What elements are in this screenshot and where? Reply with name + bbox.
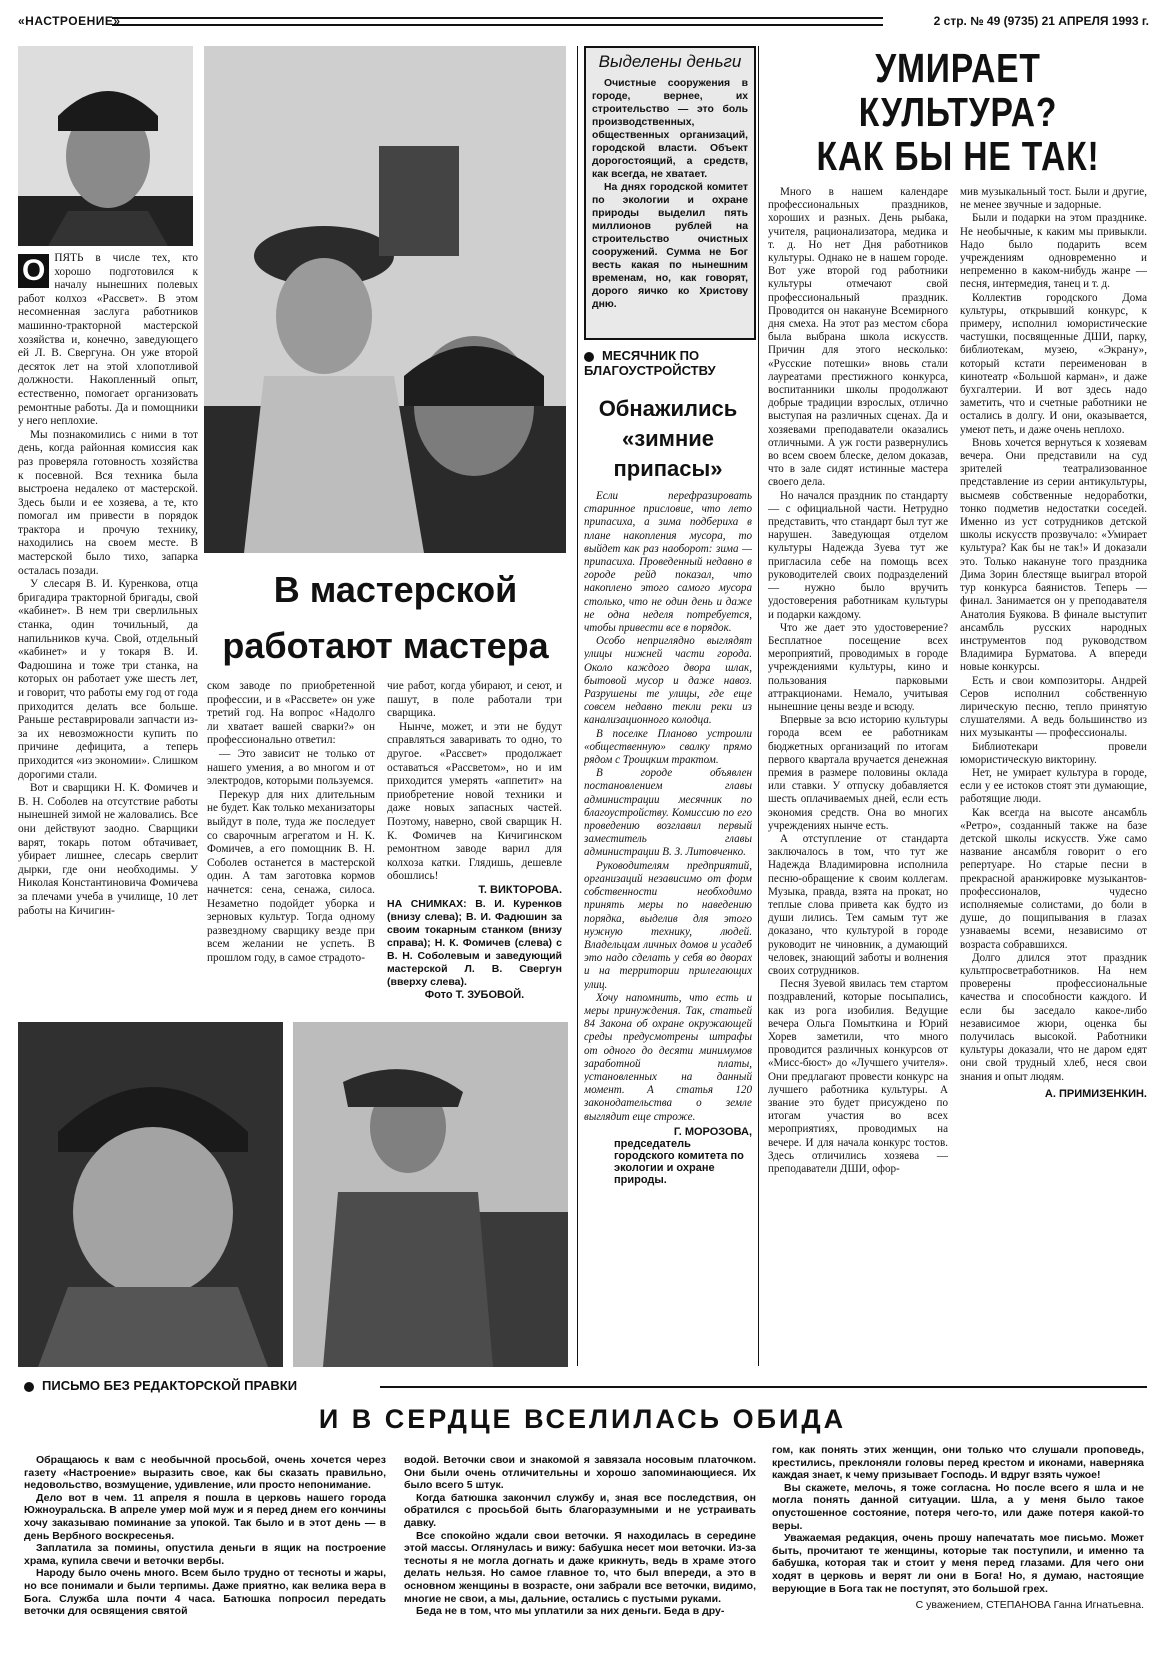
cleanup-author-title: председатель городского комитета по экологии и охране природы.: [614, 1137, 744, 1186]
letter-p6: Когда батюшка закончил службу и, зная все последствия, он обратился с просьбой быть благоразумными и не устраивать давку.: [404, 1491, 756, 1529]
masters-author: Т. ВИКТОРОВА.: [478, 883, 562, 896]
culture-headline-line2: КУЛЬТУРА?: [858, 89, 1058, 135]
masters-col2-p3: Перекур для них длительным не будет. Как только механизаторы выйдут в поле, туда же последует со сварочным агрегатом и Н. К. Фомичев, а его помощник В. Н. Соболев останется в мастерской один. А там заготовка кормов начнется: сена, сенажа, силоса. Незаметно подойдет уборка и зерновых культур. Тогда одному развездному сварщику везде при всем желании не успеть. В прошлом году, в самое страдото-: [207, 788, 375, 964]
column-rule: [577, 46, 578, 1366]
culture-p3: Что же дает это удостоверение? Бесплатное посещение всех мероприятий, проводимых в городе учреждениями культуры, кино и пользования парковыми аттракционами. Немало, учитывая нынешние цены везде и всюду.: [768, 621, 948, 713]
masters-p2: Мы познакомились с ними в тот день, когда районная комиссия как раз проверяла готовность хозяйства к посевной. Вся техника была выстроена недалеко от мастерской. Здесь были и ее хозяева, а те, кто помогал им привести в порядок трактора и прочую технику, находились на своем месте. В мастерской было тихо, запарка осталась позади.: [18, 428, 198, 577]
bullet-icon: [24, 1382, 34, 1392]
cleanup-p4: В городе объявлен постановлением главы администрации месячник по благоустройству. Комиссию по его проведению возглавил первый заместитель главы администрации В. З. Литовченко.: [584, 767, 752, 859]
drop-cap: О: [18, 254, 49, 288]
cleanup-section-tag: [584, 348, 752, 378]
masters-p3: У слесаря В. И. Куренкова, отца бригадира тракторной бригады, свой «кабинет». В нем три сверлильных станка, один точильный, да напильников куча. Свой, отдельный «кабинет» и у токаря В. И. Фадюшина и тоже три станка, на которых он работает уже шесть лет, и говорит, что работы ему год от года приходится делать все больше. Раньше реставрировали запчасти из-за их невозможности купить по причине дефицита, а теперь приходится «из экономии». Слишком дорогими стали.: [18, 578, 198, 781]
masters-photo-credit: Фото Т. ЗУБОВОЙ.: [424, 988, 525, 1001]
letter-p5: водой. Веточки свои и знакомой я завязала носовым платочком. Они были очень отличительны и хорошо запоминающиеся. Их было всего 5 штук.: [404, 1454, 756, 1492]
culture-p13: Нет, не умирает культура в городе, если у ее истоков стоят эти думающие, работящие люди.: [960, 766, 1147, 806]
culture-p6: Песня Зуевой явилась тем стартом поздравлений, которые посыпались, как из рога изобилия. Ведущие вечера Ольга Помыткина и Юрий Хорев заметили, что много проводится различных конкурсов от «Мисс-бюст» до «Лучшего учителя». Они предлагают провести конкурс на лучшего работника культуры. А звание это будет присуждено по итогам участия во всех мероприятиях, проводимых на вечере. И для начала конкурс тостов. Здесь отличились хозяева — преподаватели ДШИ, офор-: [768, 978, 948, 1176]
masters-p4: Вот и сварщики Н. К. Фомичев и В. Н. Соболев на отсутствие работы нынешней зимой не жаловались. Все они действуют заодно. Сварщики варят, токарь потом обтачивает, убирает лишнее, слесарь сверлит дырки, где они необходимы. У Николая Константиновича Фомичева за плечами учеба в училище, 10 лет работы на Кичигин-: [18, 782, 198, 917]
box-money-title: Выделены деньги: [598, 52, 742, 71]
masters-col3-p1: чие работ, когда убирают, и сеют, и пашут, в поле работали три сварщика.: [387, 680, 562, 720]
culture-headline: [802, 46, 1114, 178]
letter-p10: Вы скажете, мелочь, я тоже согласна. Но после всего я шла и не могла понять данной ситуации. Шла, а у меня было такое опустошенное состояние, потеря чего-то, или даже потеря какой-то веры.: [772, 1481, 1144, 1532]
masters-headline-line1: В мастерской: [273, 569, 518, 610]
masters-headline-line2: работают мастера: [222, 625, 549, 666]
letter-p4: Народу было очень много. Всем было трудно от тесноты и жары, но все понимали и были терпимы. Даже приятно, как велика вера в Бога. Служба шла почти 4 часа. Батюшка попросил передать веточки для освящения святой: [24, 1567, 386, 1618]
masters-col2: [207, 680, 375, 1010]
box-money: [584, 46, 756, 340]
masters-col2-p1: ском заводе по приобретенной профессии, и в «Рассвете» он уже третий год. На вопрос «Надолго ли хватает вашей сварки?» он профессионально ответил:: [207, 680, 375, 747]
letter-signature: С уважением, СТЕПАНОВА Ганна Игнатьевна.: [915, 1599, 1144, 1612]
masters-col3-p2: Нынче, может, и эти не будут справляться заваривать то одно, то другое. «Рассвет» продолжает оставаться «Рассветом», но и им приходится умерять «аппетит» на приобретение новой техники и даже новых запасных частей. Поэтому, наверно, свой сварщик Н. К. Фомичев на Кичигинском ремонтном заводе варил для колхоза катки. Глядишь, дешевле обошлись!: [387, 720, 562, 883]
culture-p9: Коллектив городского Дома культуры, открывший конкурс, к примеру, исполнил юмористические частушки, посвященные ДШИ, парку, библиотекам, музею, «Экрану», который кстати переименован в кинотеатр «Большой карман», и даже бухгалтерии. И вот здесь надо заметить, что и счетные работники не остались в долгу. И они, оказывается, умеют петь, и даже очень неплохо.: [960, 291, 1147, 436]
letter-p9: гом, как понять этих женщин, они только что слушали проповедь, крестились, преклоняли головы перед крестом и иконами, наверняка каждая знает, к чему призывает Господь. И вдруг взять чужое!: [772, 1444, 1144, 1482]
letter-col2: [404, 1454, 756, 1654]
cleanup-p5: Руководителям предприятий, организаций независимо от форм собственности необходимо принять меры по наведению порядка, выделив для этого нужную технику, людей. Владельцам личных домов и усадеб это надо сделать у себя во дворах и на территории прилегающих улиц.: [584, 859, 752, 991]
culture-p1: Много в нашем календаре профессиональных праздников, хороших и разных. День рыбака, учителя, рационализатора, медика и т. д. Но нет Дня работников культуры. Однако не в нашем городе. Вот уже второй год работники культуры отмечают свой профессиональный праздник. Проводится он накануне Всемирного дня смеха. На этот раз местом сбора была выбрана школа искусств. Причин для этого несколько: «Русские потешки» вновь стали лауреатами престижного конкурса, воспитанники школы продолжают добрые традиции взрослых, отлично выступая на различных сценах. Да и хозяевами преподаватели оказались отличными. А уж гости развернулись во всем своем блеске, делом доказав, что в зале сидят истинные мастера своего дела.: [768, 186, 948, 489]
letter-section-tag: [24, 1378, 305, 1393]
cleanup-p3: В поселке Планово устроили «общественную» свалку прямо рядом с Троицким трактом.: [584, 727, 752, 767]
cleanup-p6: Хочу напомнить, что есть и меры принуждения. Так, статьей 84 Закона об охране окружающей среды предусмотрены штрафы от одного до десяти минимумов заработной платы, установленных на данный момент. А статья 120 законодательства о земле выглядит еще строже.: [584, 991, 752, 1123]
culture-col2: [960, 186, 1147, 1366]
letter-col1: [24, 1454, 386, 1654]
masters-col3: [387, 680, 562, 1010]
culture-headline-line3: КАК БЫ НЕ ТАК!: [816, 133, 1100, 179]
culture-p14: Как всегда на высоте ансамбль «Ретро», созданный также на базе детской школы искусств. Уже само название ансамбля говорит о его репертуаре. Но старые песни в прекрасной аранжировке музыкантов-профессионалов, чудесно исполняемые солистами, до боли в душе, до пощипывания в глазах узнаваемы всеми, независимо от возраста собравшихся.: [960, 806, 1147, 951]
letter-p3: Заплатила за помины, опустила деньги в ящик на построение храма, купила свечи и веточки вербы.: [24, 1542, 386, 1567]
photo-svergun: [18, 46, 193, 246]
letter-col3: [772, 1444, 1144, 1644]
culture-p4: Впервые за всю историю культуры города всем ее работникам бюджетных организаций по итогам первого квартала вручается денежная премия в размере половины оклада или ставки. У отпуску добавляется шесть оплачиваемых дней, если есть экономия средств. Она во многих учреждениях нынче есть.: [768, 714, 948, 832]
cleanup-headline: Обнажились «зимние припасы»: [598, 396, 738, 481]
header-rule: [112, 17, 883, 26]
letter-p7: Все спокойно ждали свои веточки. Я находилась в середине этой массы. Оглянулась и вижу: бабушка несет мои веточки. Из-за тесноты я не могла догнать и даже крикнуть, ведь в храме этого делать нельзя. Но самое главное то, что был впереди, а это в основном женщины в возрасте, они забрали все веточки, видимо, многие не свои, а мы, дальние, остались с пустыми руками.: [404, 1529, 756, 1605]
masters-p1: ПЯТЬ в числе тех, кто хорошо подготовился к началу нынешних полевых работ колхоз «Рассвет». В этом несомненная заслуга работников машинно-тракторной мастерской хозяйства и, конечно, заведующего ей Л. В. Свергуна. Он уже второй десяток лет на этой хлопотливой должности. Накопленный опыт, естественно, помогает организовать ремонтные работы. Да и помощники у него неплохие.: [18, 252, 198, 428]
cleanup-article: [584, 348, 752, 1368]
culture-p12: Библиотекари провели юмористическую викторину.: [960, 740, 1147, 766]
culture-p7: мив музыкальный тост. Были и другие, не менее звучные и задорные.: [960, 186, 1147, 212]
photo-fadyushin: [293, 1022, 568, 1367]
culture-p10: Вновь хочется вернуться к хозяевам вечера. Они представили на суд зрителей театрализованное представление из серии антикультуры, высмеяв собственные недоработки, тонко подметив недостатки соседей. Именно из уст сотрудников детской школы искусств прозвучало: «Умирает культура? Как бы не так!» И доказали это. Только накануне того праздника Дима Зорин блестяще выиграл второй тур конкурса баянистов. Теперь — финал. Занимается он у преподавателя Анатолия Буякова. В финале выступит ансамбль русских народных инструментов под руководством Владимира Бурматова. А впереди новые конкурсы.: [960, 436, 1147, 674]
issue-info: 2 стр. № 49 (9735) 21 АПРЕЛЯ 1993 г.: [933, 14, 1149, 28]
culture-p2: Но начался праздник по стандарту — с официальной части. Нетрудно представить, что стандарт был тут же нарушен. Заведующая отделом культуры Надежда Зуева тут же пригласила себе на помощь всех руководителей своих подразделений — нужно было вручить удостоверения работникам культуры и подарки каждому.: [768, 489, 948, 621]
photo-kurenkov: [18, 1022, 283, 1367]
culture-author: А. ПРИМИЗЕНКИН.: [1044, 1087, 1147, 1100]
letter-p11: Уважаемая редакция, очень прошу напечатать мое письмо. Может быть, прочитают те женщины, которые так поступили, и именно та бабушка, которая так и стоит у меня перед глазами. Для чего они ходят в церковь и верят ли они в Бога! Но, я думаю, настоящие верующие в Бога так не поступят, это большой грех.: [772, 1532, 1144, 1595]
letter-p2: Дело вот в чем. 11 апреля я пошла в церковь нашего города Южноуральска. В апреле умер мой муж и я перед днем его кончины хочу заказываю поминание за упокой. Так было и в этот день — в день Вербного воскресенья.: [24, 1491, 386, 1542]
culture-p5: А отступление от стандарта заключалось в том, что тут же Надежда Владимировна исполнила песню-обращение к своим коллегам. Музыка, правда, взята на прокат, но теплые слова привета как будто из души лились. Тем самым тут же доказано, что культурой в городе руководит не чиновник, а думающий человек, знающий заботы и волнения своих сотрудников.: [768, 832, 948, 977]
masters-captions: НА СНИМКАХ: В. И. Куренков (внизу слева); В. И. Фадюшин за своим токарным станком (внизу справа); Н. К. Фомичев (слева) с В. Н. Соболевым и заведующий мастерской Л. В. Свергун (вверху слева).: [387, 897, 562, 988]
box-money-p1: Очистные сооружения в городе, вернее, их строительство — это боль производственных, общественных организаций, городской власти. Объект дорогостоящий, а средств, как всегда, не хватает.: [592, 78, 748, 180]
cleanup-p2: Особо неприглядно выглядят улицы нижней части города. Около каждого двора шлак, бытовой мусор и даже навоз. Разрушены те улицы, где еще совсем недавно текли реки из канализационного колодца.: [584, 635, 752, 727]
culture-p11: Есть и свои композиторы. Андрей Серов исполнил собственную лирическую песню, тепло принятую слушателями. А ведь большинство из них музыканты — профессионалы.: [960, 674, 1147, 740]
masters-headline: [208, 562, 563, 674]
paper-name: «НАСТРОЕНИЕ»: [18, 14, 121, 28]
letter-rule: [380, 1386, 1147, 1388]
culture-p15: Долго длился этот праздник культпросветработников. На нем проверены профессиональные качества и способности каждого. И если бы заседало какое-либо независимое жюри, оценка бы получилась высокой. Работники культуры доказали, что не даром едят они свой трудный хлеб, неся свои знания и опыт людям.: [960, 951, 1147, 1083]
cleanup-section-label: МЕСЯЧНИК ПО БЛАГОУСТРОЙСТВУ: [584, 348, 716, 378]
bullet-icon: [584, 352, 594, 362]
letter-p1: Обращаюсь к вам с необычной просьбой, очень хочется через газету «Настроение» выразить свое, как бы сказать правильно, недовольство, возмущение, удивление, или просто непонимание.: [24, 1454, 386, 1492]
masters-col1: [18, 252, 198, 1010]
photo-welders: [204, 46, 566, 553]
column-rule: [758, 46, 759, 1366]
cleanup-p1: Если перефразировать старинное присловие, что лето припасиха, а зима подбериха в плане накопления мусора, то выйдет как раз наоборот: зима — припасиха. Проведенный недавно в городе рейд показал, что накоплено этого самого мусора столько, что не один день и даже не одна неделя потребуется, чтобы привести все в порядок.: [584, 490, 752, 635]
box-money-p2: На днях городской комитет по экологии и охране природы выделил пять миллионов рублей на строительство очистных сооружений. Сумма не Бог весть какая по нынешним временам, но, как говорят, дорого яичко ко Христову дню.: [592, 182, 748, 310]
culture-p8: Были и подарки на этом празднике. Не необычные, к каким мы привыкли. Надо было подарить всем учреждениям одновременно и непременно в каком-нибудь жанре — песня, интермедия, танец и т. д.: [960, 212, 1147, 291]
culture-col1: [768, 186, 948, 1366]
culture-headline-line1: УМИРАЕТ: [875, 45, 1041, 91]
cleanup-author: Г. МОРОЗОВА,: [673, 1125, 752, 1138]
masters-col2-p2: — Это зависит не только от нашего умения, а во многом и от электродов, которыми пользуемся.: [207, 747, 375, 788]
letter-p8: Беда не в том, что мы уплатили за них деньги. Беда в дру-: [416, 1605, 725, 1618]
letter-section-label: ПИСЬМО БЕЗ РЕДАКТОРСКОЙ ПРАВКИ: [42, 1378, 298, 1393]
letter-headline: И В СЕРДЦЕ ВСЕЛИЛАСЬ ОБИДА: [318, 1404, 847, 1434]
